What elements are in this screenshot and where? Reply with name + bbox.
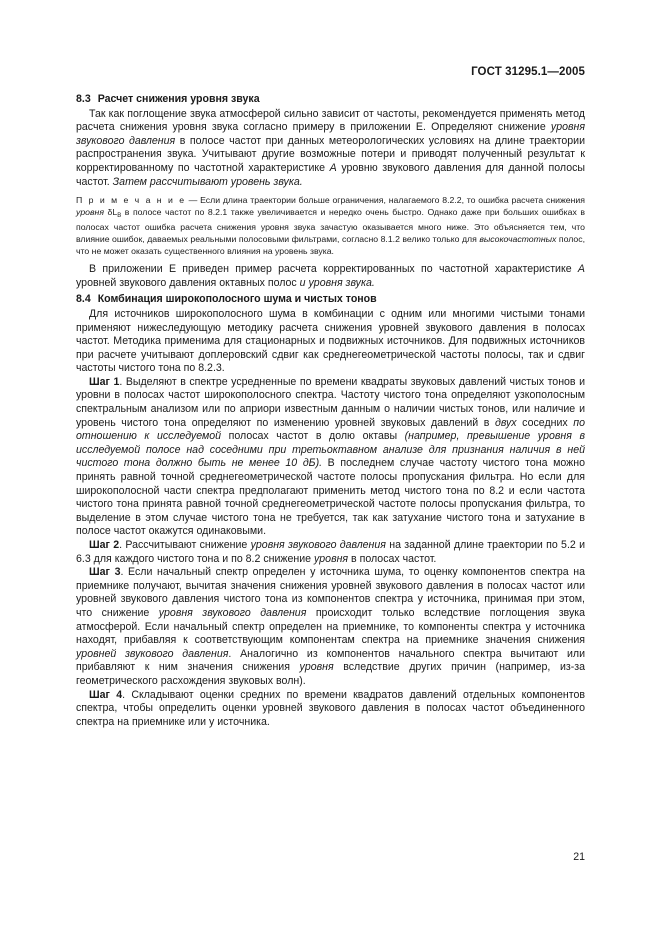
text-span: полос, что не может оказать существенного влияния на уровень звука. (76, 233, 585, 256)
italic-text: (например, превышение уровня в исследуемой полосе над соседними при третьоктавном анализе для признания наличия в ней чистого тона должно быть не менее 10 дБ). (76, 430, 585, 470)
italic-text: высокочастотных (479, 233, 557, 244)
italic-text: уровня (299, 661, 334, 674)
italic-text: по отношению к исследуемой (76, 416, 586, 443)
text-span: происходит только вследствие поглощения звука атмосферой. Если начальный спектр определен на приемнике, то компоненты спектра у источника находят, прибавляя к соответствующим компонентам спектра на приемнике значения снижения (76, 606, 586, 647)
step-label: Шаг 1 (89, 375, 120, 388)
text-span: уровню звукового давления для данной полосы частот. (76, 161, 585, 188)
note (76, 195, 585, 257)
italic-text: А (329, 161, 337, 174)
step-4-paragraph (76, 689, 585, 730)
text-span: Так как поглощение звука атмосферой сильно зависит от частоты, рекомендуется применять метод расчета снижения уровня звука согласно примеру в приложении Е. Определяют снижение (76, 107, 585, 134)
italic-text: уровня (313, 552, 349, 565)
text-span: . Рассчитывают снижение (119, 539, 251, 551)
italic-text: уровня звукового давления (76, 121, 585, 147)
note-label: П р и м е ч а н и е (76, 195, 186, 206)
italic-text: уровня (76, 206, 104, 217)
text-span: уровней звукового давления октавных полос (76, 276, 300, 289)
text-span: . Выделяют в спектре усредненные по времени квадраты звуковых давлений чистых тонов и уровни в полосах частот широкополосного спектра. Частоту чистого тона определяют узкополосным спектральным анализом или по априори известным данным о наличии чистых тонов, или наличие и уровень чистого тона определяют по изменению уровней звуковых давлений в (76, 375, 585, 429)
step-label: Шаг 3 (89, 566, 121, 579)
italic-text: и уровня звука. (299, 276, 375, 289)
italic-text: уровней звукового давления (76, 647, 229, 660)
step-2-paragraph (76, 539, 585, 566)
document-header: ГОСТ 31295.1—2005 (471, 66, 585, 78)
text-span: в полосе частот по 8.2.1 также увеличивается и нередко очень быстро. Однако даже при больших ошибках в полосах частот ошибка расчета снижения уровня звука зачастую оказывается много ниже. Это объясняется тем, что влияние ошибок, даваемых реальными полосовыми фильтрами, согласно 8.1.2 велико только для (76, 206, 585, 244)
step-label: Шаг 2 (89, 539, 120, 551)
italic-text: двух (494, 416, 517, 429)
italic-text: А (577, 263, 585, 276)
step-1-paragraph (76, 376, 585, 539)
text-span: в полосе частот при данных метеорологических условиях на длине траектории распространения звука. Учитывают другие возможные потери и приводят полученный результат к корректированному по частотной характеристике (76, 134, 585, 174)
text-span: — Если длина траектории больше ограничения, налагаемого 8.2.2, то ошибка расчета снижения (185, 195, 585, 206)
text-span: . Если начальный спектр определен у источника шума, то оценку компонентов спектра на приемнике получают, вычитая значения снижения уровней звукового давления в полосах частот или уровней звукового давления чистого тона из компонентов спектра у источника, принимая при этом, что снижение (76, 566, 585, 619)
text-span: на заданной длине траектории по 5.2 и 6.3 для каждого чистого тона и по 8.2 снижение (76, 539, 585, 565)
section-number: 8.4 (76, 293, 91, 306)
page-content (76, 93, 585, 729)
italic-text: уровня звукового давления (158, 606, 307, 619)
text-span: В последнем случае частоту чистого тона можно принять равной точной среднегеометрической частоте полосы пропускания фильтра. Но если для широкополосной части спектра предполагают применить метод чистого тона по 8.2 и если частота чистого тона принята равной точной среднегеометрической частоте полосы пропускания фильтра, то выделение в этом случае чистого тона не требуется, так как затухание чистого тона и затухание в полосе частот окажутся одинаковыми. (76, 457, 585, 538)
text-span: . Аналогично из компонентов начального спектра вычитают или прибавляют к ним значения снижения (76, 647, 585, 674)
section-title: Комбинация широкополосного шума и чистых тонов (97, 293, 377, 306)
page-number: 21 (573, 851, 585, 863)
section-8-3-heading (76, 93, 585, 107)
text-span: в полосах частот. (348, 552, 437, 565)
section-title: Расчет снижения уровня звука (97, 93, 260, 105)
paragraph (76, 263, 585, 290)
italic-text: уровня звукового давления (250, 539, 386, 551)
step-label: Шаг 4 (89, 688, 123, 701)
text-span: соседних (516, 416, 574, 429)
text-span: . Складывают оценки средних по времени квадратов давлений отдельных компонентов спектра, чтобы определить оценки уровней звукового давления в полосах частот объединенного спектра на приемнике или у источника. (76, 688, 585, 728)
text-span: полосах частот в долю октавы (221, 430, 405, 443)
italic-text: Затем рассчитывают уровень звука. (112, 175, 303, 188)
text-span: вследствие других причин (например, из-за геометрического расхождения звуковых волн). (76, 661, 585, 687)
paragraph (76, 108, 585, 190)
symbol-delta-l: δL (103, 206, 118, 217)
section-8-4-heading (76, 293, 585, 307)
text-span: В приложении Е приведен пример расчета корректированных по частотной характеристике (89, 263, 578, 276)
subscript: B (117, 212, 122, 219)
step-3-paragraph (76, 566, 585, 688)
paragraph: Для источников широкополосного шума в комбинации с одним или многими чистыми тонами применяют нижеследующую методику расчета снижения уровней звукового давления в полосах частот. Методика применима для стационарных и подвижных источников. Для подвижных источников при расчете учитывают доплеровский сдвиг как среднегеометрической частоты полосы, так и сдвиг частоты чистого тона по 8.2.3. (76, 307, 585, 375)
section-number: 8.3 (76, 93, 91, 105)
